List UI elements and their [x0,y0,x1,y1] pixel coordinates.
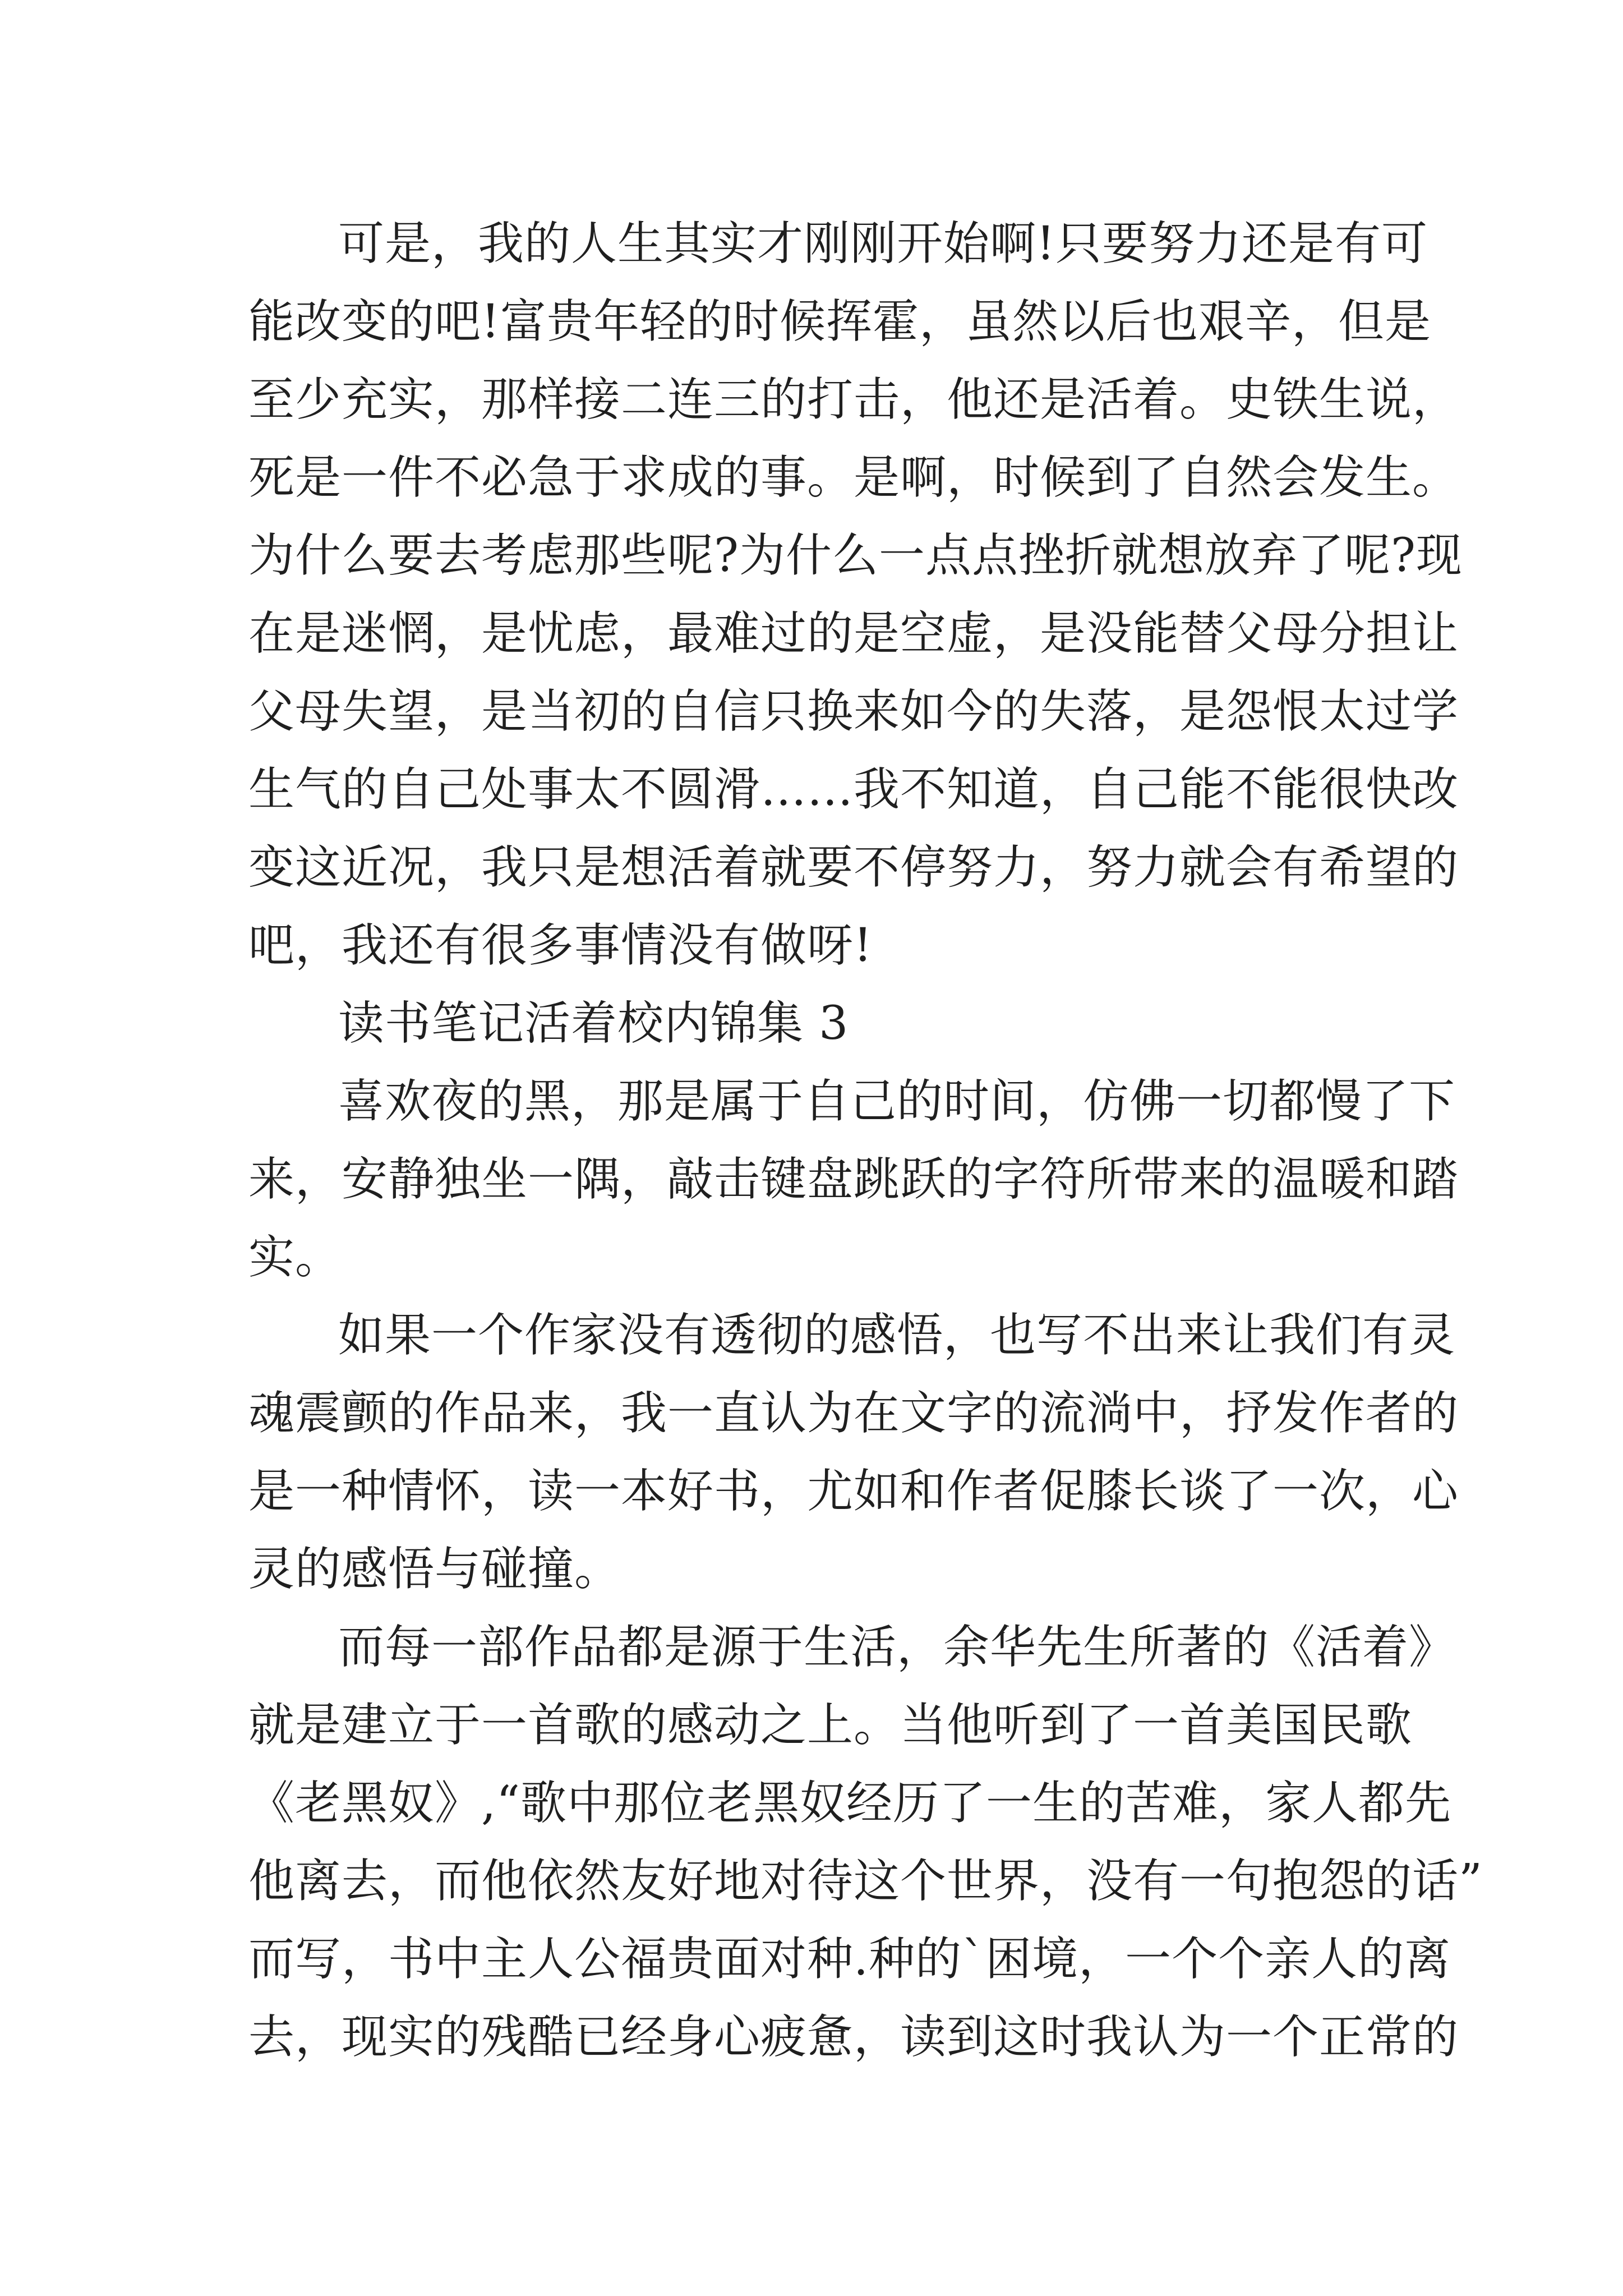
paragraph-line: 灵的感悟与碰撞。 [248,1543,621,1596]
paragraph-line: 吧，我还有很多事情没有做呀! [248,919,873,972]
paragraph-line: 父母失望，是当初的自信只换来如今的失落，是怨恨太过学 [248,685,1459,738]
paragraph-line: 至少充实，那样接二连三的打击，他还是活着。史铁生说， [248,373,1459,426]
paragraph-first-line: 喜欢夜的黑，那是属于自己的时间，仿佛一切都慢了下 [338,1075,1456,1128]
document-body [248,205,1483,2076]
paragraph-line: 是一种情怀，读一本好书，尤如和作者促膝长谈了一次，心 [248,1465,1459,1518]
paragraph-first-line: 可是，我的人生其实才刚刚开始啊!只要努力还是有可 [338,217,1428,270]
paragraph-line: 生气的自己处事太不圆滑……我不知道，自己能不能很快改 [248,763,1459,816]
paragraph-line: 来，安静独坐一隅，敲击键盘跳跃的字符所带来的温暖和踏 [248,1153,1459,1206]
paragraph-line: 魂震颤的作品来，我一直认为在文字的流淌中，抒发作者的 [248,1387,1459,1440]
paragraph-line: 就是建立于一首歌的感动之上。当他听到了一首美国民歌 [248,1699,1413,1752]
paragraph-first-line: 读书笔记活着校内锦集 3 [338,997,849,1050]
paragraph-line: 去，现实的残酷已经身心疲惫，读到这时我认为一个正常的 [248,2010,1459,2064]
paragraph-line: 能改变的吧!富贵年轻的时候挥霍，虽然以后也艰辛，但是 [248,295,1431,348]
paragraph-first-line: 如果一个作家没有透彻的感悟，也写不出来让我们有灵 [338,1309,1456,1362]
paragraph-line: 死是一件不必急于求成的事。是啊，时候到了自然会发生。 [248,451,1459,504]
paragraph-line: 实。 [248,1231,342,1284]
paragraph-line: 在是迷惘，是忧虑，最难过的是空虚，是没能替父母分担让 [248,607,1459,660]
paragraph-line: 《老黑奴》,“歌中那位老黑奴经历了一生的苦难，家人都先 [248,1777,1451,1830]
paragraph-line: 为什么要去考虑那些呢?为什么一点点挫折就想放弃了呢?现 [248,529,1463,582]
paragraph-line: 变这近况，我只是想活着就要不停努力，努力就会有希望的 [248,841,1459,894]
paragraph-first-line: 而每一部作品都是源于生活，余华先生所著的《活着》 [338,1621,1456,1674]
paragraph-line: 他离去，而他依然友好地对待这个世界，没有一句抱怨的话” [248,1855,1483,1908]
paragraph-line: 而写，书中主人公福贵面对种.种的`困境，一个个亲人的离 [248,1932,1451,1986]
